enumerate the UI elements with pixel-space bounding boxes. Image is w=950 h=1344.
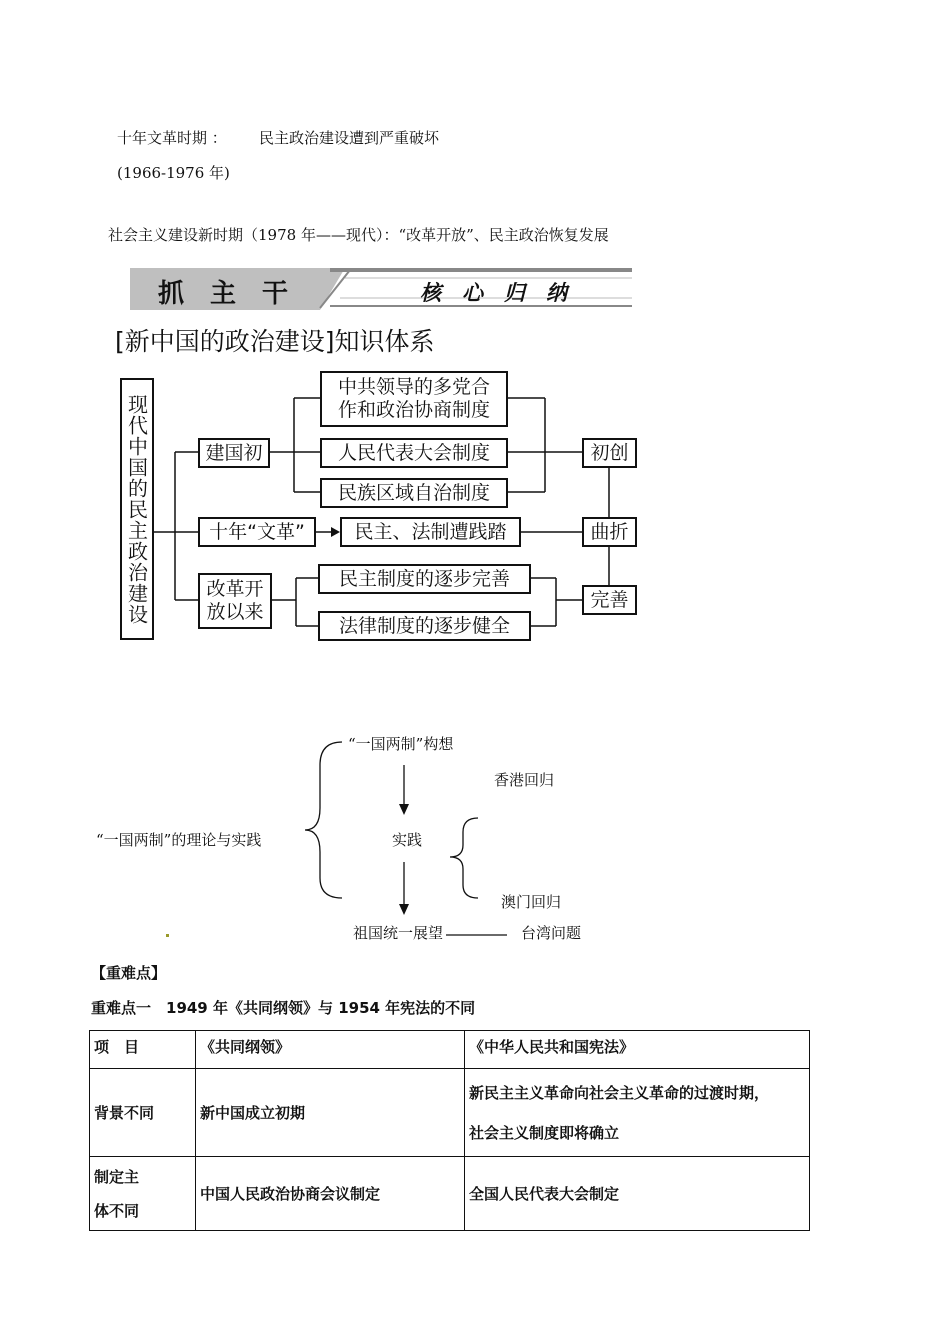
banner-right: 核 心 归 纳 [420,281,567,305]
table-header-item: 项 目 [90,1031,196,1069]
intro-new-era: 社会主义建设新时期（1978 年——现代）：“改革开放”、民主政治恢复发展 [108,226,609,244]
table-cell-program: 新中国成立初期 [196,1069,465,1157]
intro-desc: 民主政治建设遭到严重破坏 [259,129,440,147]
item-democracy-improve: 民主制度的逐步完善 [318,564,531,594]
stage-reform-line1: 改革开 [206,578,264,601]
item-ethnic-autonomy: 民族区域自治制度 [320,478,508,508]
result-setback: 曲折 [582,517,637,547]
comparison-table [89,1030,810,1231]
table-cell-item [90,1157,196,1231]
table-cell-item-line1: 制定主 [94,1167,140,1186]
item-multiparty-line2: 作和政治协商制度 [337,399,490,421]
table-cell-constitution: 全国人民代表大会制定 [465,1157,810,1231]
table-row [90,1069,810,1157]
key-point-one: 重难点一 1949 年《共同纲领》与 1954 年宪法的不同 [91,999,476,1017]
yiguo-hk: 香港回归 [494,771,555,789]
item-law-trampled: 民主、法制遭践踏 [340,517,521,547]
intro-period: 十年文革时期 ： [117,129,227,147]
item-law-improve: 法律制度的逐步健全 [318,611,531,641]
table-cell-constitution-line2: 社会主义制度即将确立 [469,1123,620,1142]
table-header-row [90,1031,810,1069]
table-header-constitution: 《中华人民共和国宪法》 [465,1031,810,1069]
yiguo-macau: 澳门回归 [501,893,562,911]
diagram-root: 现代中国的民主政治建设 [120,378,154,640]
stage-cultural-revolution: 十年“文革” [198,517,316,547]
stage-founding: 建国初 [198,438,270,468]
key-points-heading: 【重难点】 [91,964,167,982]
item-npc: 人民代表大会制度 [320,438,508,468]
intro-years: (1966-1976 年) [117,164,230,182]
result-perfect: 完善 [582,585,637,615]
yiguo-taiwan: 台湾问题 [521,924,582,942]
table-header-program: 《共同纲领》 [196,1031,465,1069]
banner-left: 抓 主 干 [158,279,289,309]
table-cell-constitution-line1: 新民主主义革命向社会主义革命的过渡时期， [469,1083,770,1102]
yiguo-left-label: “一国两制”的理论与实践 [96,831,262,849]
stage-reform-line2: 放以来 [206,601,264,623]
table-cell-program: 中国人民政治协商会议制定 [196,1157,465,1231]
table-cell-item-line2: 体不同 [94,1201,140,1220]
table-cell-item: 背景不同 [90,1069,196,1157]
table-row [90,1157,810,1231]
yiguo-concept: “一国两制”构想 [348,735,454,753]
result-founding: 初创 [582,438,637,468]
yiguo-practice: 实践 [392,831,423,849]
table-cell-constitution [465,1069,810,1157]
section-title: [新中国的政治建设]知识体系 [115,327,435,356]
yiguo-future: 祖国统一展望 [353,924,444,942]
item-multiparty-line1: 中共领导的多党合 [337,376,490,399]
